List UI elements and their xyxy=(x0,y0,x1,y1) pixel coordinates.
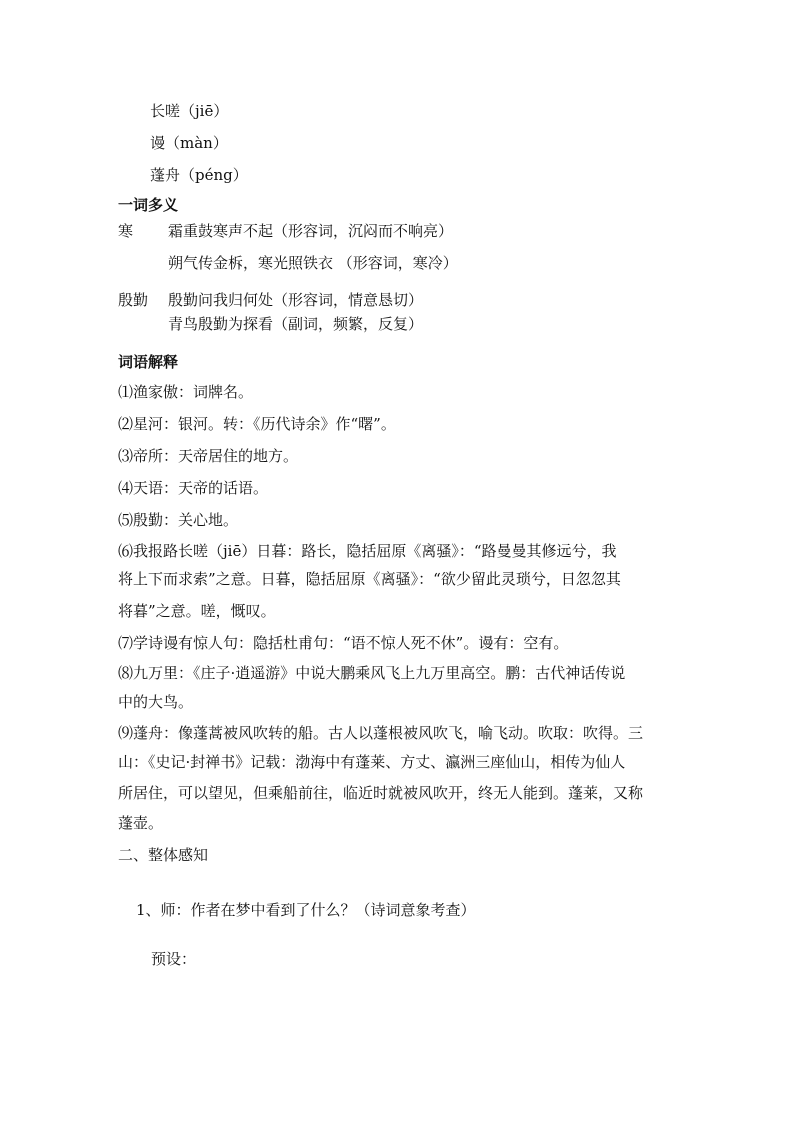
polysemy-sense: 青鸟殷勤为探看（副词，频繁，反复） xyxy=(168,315,424,333)
glossary-line: ⑵星河：银河。转：《历代诗余》作“曙”。 xyxy=(118,415,396,433)
glossary-line: ⑹我报路长嗟（jiē）日暮：路长，隐括屈原《离骚》：“路曼曼其修远兮，我 xyxy=(118,542,617,560)
pronunciation-line: 长嗟（jiē） xyxy=(150,102,229,120)
question-line: 1、师：作者在梦中看到了什么？（诗词意象考查） xyxy=(136,901,476,919)
glossary-line: ⑸殷勤：关心地。 xyxy=(118,511,239,529)
glossary-line: ⑶帝所：天帝居住的地方。 xyxy=(118,447,299,465)
section-heading: 二、整体感知 xyxy=(118,846,209,864)
glossary-line: ⑻九万里：《庄子·逍遥游》中说大鹏乘风飞上九万里高空。鹏：古代神话传说 xyxy=(118,664,626,682)
preset-line: 预设： xyxy=(151,950,197,968)
glossary-line: 蓬壶。 xyxy=(118,814,164,832)
glossary-line: ⑺学诗谩有惊人句：隐括杜甫句：“语不惊人死不休”。谩有：空有。 xyxy=(118,634,569,652)
polysemy-word: 殷勤 xyxy=(118,291,149,309)
glossary-line: ⑼蓬舟：像蓬蒿被风吹转的船。古人以蓬根被风吹飞，喻飞动。吹取：吹得。三 xyxy=(118,724,644,742)
glossary-line: 将上下而求索”之意。日暮，隐括屈原《离骚》：“欲少留此灵琐兮，日忽忽其 xyxy=(118,570,621,588)
glossary-line: 中的大鸟。 xyxy=(118,693,194,711)
polysemy-sense: 殷勤问我归何处（形容词，情意恳切） xyxy=(168,291,424,309)
polysemy-word: 寒 xyxy=(118,222,134,240)
polysemy-sense: 霜重鼓寒声不起（形容词，沉闷而不响亮） xyxy=(168,222,454,240)
glossary-line: 将暮”之意。嗟，慨叹。 xyxy=(118,602,276,620)
pronunciation-line: 谩（màn） xyxy=(150,134,228,152)
glossary-line: 山：《史记·封禅书》记载：渤海中有蓬莱、方丈、瀛洲三座仙山，相传为仙人 xyxy=(118,753,626,771)
glossary-line: ⑴渔家傲：词牌名。 xyxy=(118,383,254,401)
polysemy-heading: 一词多义 xyxy=(118,196,179,214)
glossary-heading: 词语解释 xyxy=(118,353,179,371)
glossary-line: 所居住，可以望见，但乘船前往，临近时就被风吹开，终无人能到。蓬莱，又称 xyxy=(118,784,644,802)
pronunciation-line: 蓬舟（péng） xyxy=(150,166,248,184)
polysemy-sense: 朔气传金柝，寒光照铁衣 （形容词，寒冷） xyxy=(168,254,458,272)
glossary-line: ⑷天语：天帝的话语。 xyxy=(118,479,269,497)
